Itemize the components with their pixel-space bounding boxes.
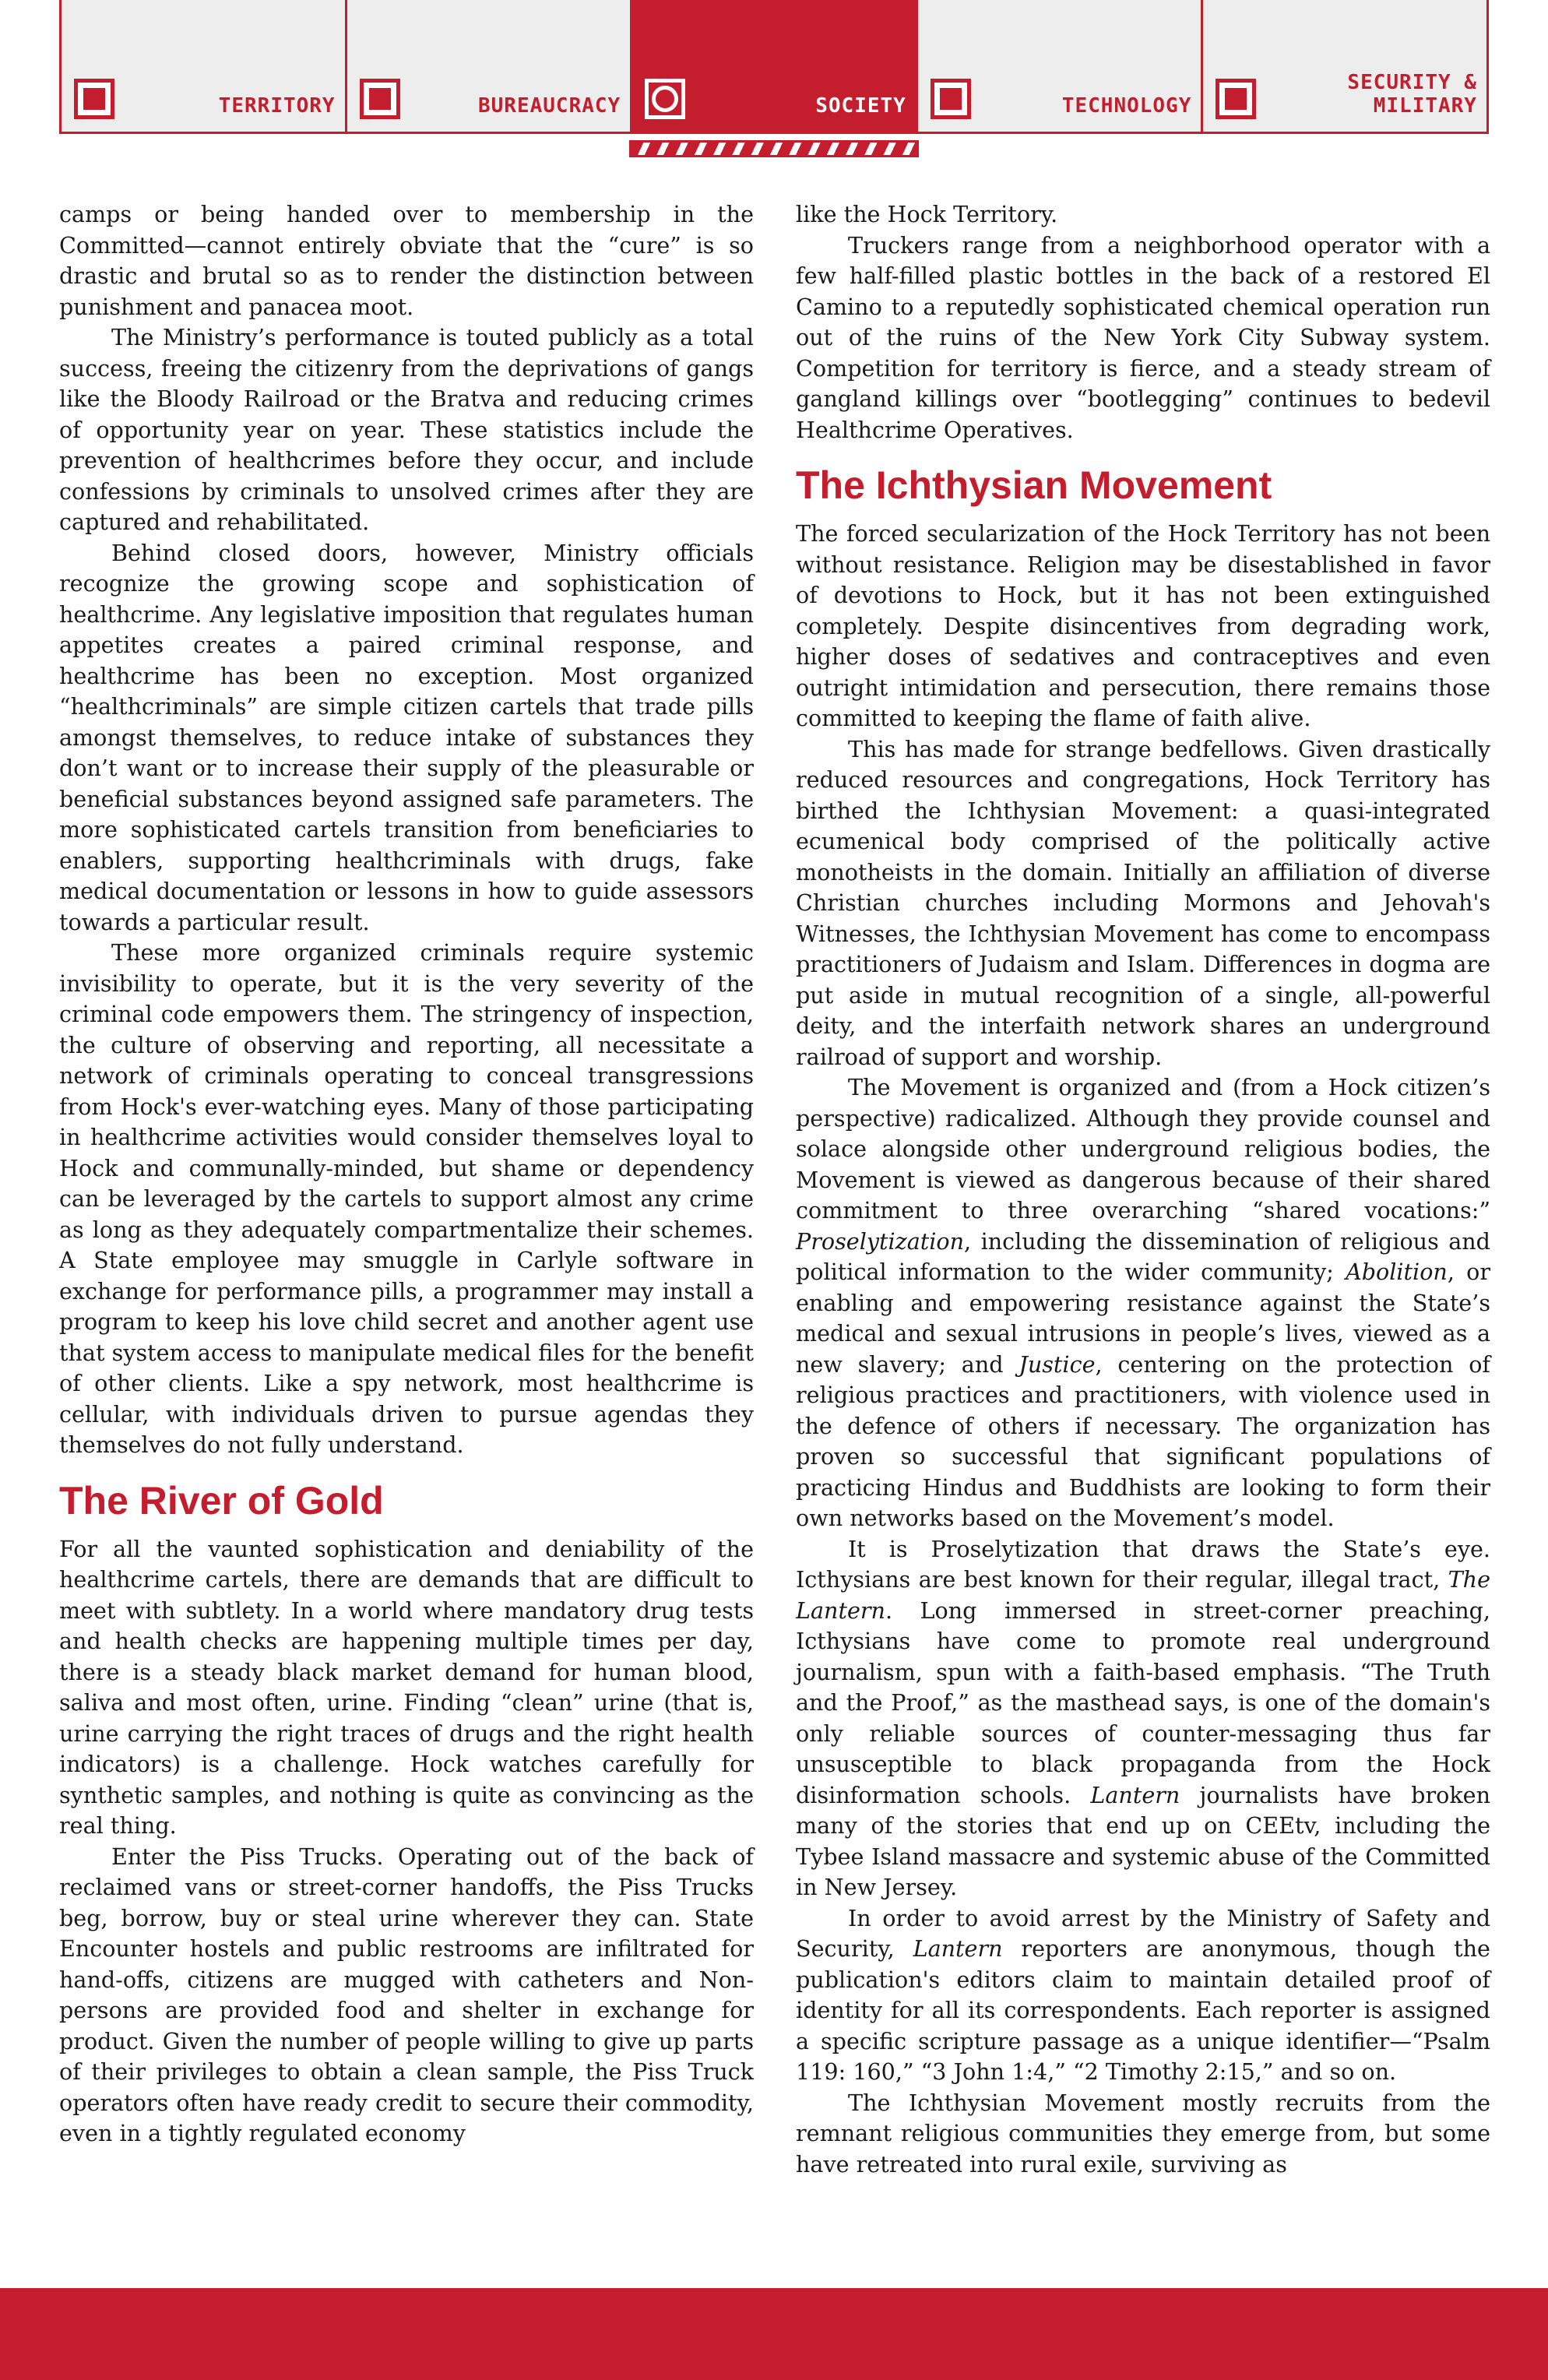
tab-label: TECHNOLOGY — [1061, 94, 1192, 118]
right-column — [796, 199, 1490, 2180]
tab-label: BUREAUCRACY — [478, 94, 621, 118]
body-paragraph: The Ichthysian Movement mostly recruits from the remnant religious communities they emerge from, but some have retreated into rural exile, surviving as — [796, 2089, 1490, 2178]
tab-bureaucracy[interactable] — [347, 0, 633, 132]
body-paragraph: This has made for strange bedfellows. Given drastically reduced resources and congregations, Hock Territory has birthed the Ichthysian Movement: a quasi-integrated ecumenical body comprised of the politically active monotheists in the domain. Initially an affiliation of diverse Christian churches including Mormons and Jehovah's Witnesses, the Ichthysian Movement has come to encompass practitioners of Judaism and Islam. Differences in dogma are put aside in mutual recognition of a single, all-powerful deity, and the interfaith network shares an underground railroad of support and worship. — [796, 735, 1490, 1070]
square-icon — [931, 79, 971, 119]
square-icon — [74, 79, 114, 119]
text-run: . Long immersed in street-corner preaching, Icthysians have come to promote real underground journalism, spun with a faith-based emphasis. “The Truth and the Proof,” as the masthead says, is one of the domain's only reliable sources of counter-messaging thus far unsusceptible to black propaganda from the Hock disinformation schools. — [796, 1597, 1490, 1808]
body-paragraph: For all the vaunted sophistication and deniability of the healthcrime cartels, there are demands that are difficult to meet with subtlety. In a world where mandatory drug tests and health checks are happening multiple times per day, there is a steady black market demand for human blood, saliva and most often, urine. Finding “clean” urine (that is, urine carrying the right traces of drugs and the right health indicators) is a challenge. Hock watches carefully for synthetic samples, and nothing is quite as convincing as the real thing. — [59, 1535, 754, 1839]
tab-technology[interactable] — [918, 0, 1204, 132]
italic-term: Proselytization — [796, 1227, 965, 1255]
section-heading-river-of-gold: The River of Gold — [59, 1478, 384, 1523]
section-tab-bar — [59, 0, 1489, 134]
body-paragraph — [796, 1072, 1490, 1534]
square-icon — [1216, 79, 1256, 119]
tab-territory[interactable] — [62, 0, 347, 132]
tab-label: SECURITY & MILITARY — [1347, 71, 1477, 118]
section-heading-ichthysian-movement: The Ichthysian Movement — [796, 463, 1272, 507]
body-paragraph: Enter the Piss Trucks. Operating out of the back of reclaimed vans or street-corner handoffs, the Piss Trucks beg, borrow, buy or steal urine wherever they can. State Encounter hostels and public restrooms are infiltrated for hand-offs, citizens are mugged with catheters and Non-persons are provided food and shelter in exchange for product. Given the number of people willing to give up parts of their privileges to obtain a clean sample, the Piss Truck operators often have ready credit to secure their commodity, even in a tightly regulated economy — [59, 1843, 754, 2146]
body-paragraph — [796, 1534, 1490, 1903]
footer-bar — [0, 2288, 1548, 2380]
tab-label: SOCIETY — [815, 94, 906, 118]
italic-term: Abolition — [1346, 1259, 1448, 1285]
tab-security-military[interactable] — [1203, 0, 1486, 132]
body-paragraph: These more organized criminals require systemic invisibility to operate, but it is the very severity of the criminal code empowers them. The stringency of inspection, the culture of observing and reporting, all necessitate a network of criminals operating to conceal transgressions from Hock's ever-watching eyes. Many of those participating in healthcrime activities would consider themselves loyal to Hock and communally-minded, but shame or dependency can be leveraged by the cartels to support almost any crime as long as they adequately compartmentalize their schemes. A State employee may smuggle in Carlyle software in exchange for performance pills, a programmer may install a program to keep his love child secret and another agent use that system access to manipulate medical files for the benefit of other clients. Like a spy network, most healthcrime is cellular, with individuals driven to pursue agendas they themselves do not fully understand. — [59, 939, 754, 1458]
text-run: In order to avoid arrest by the Ministry of Safety and Security, — [796, 1904, 1490, 1962]
body-paragraph: The Ministry’s performance is touted publicly as a total success, freeing the citizenry from the deprivations of gangs like the Bloody Railroad or the Bratva and reducing crimes of opportunity year on year. These statistics include the prevention of healthcrimes before they occur, and include confessions by criminals to unsolved crimes after they are captured and rehabilitated. — [59, 324, 754, 535]
text-run: reporters are anonymous, though the publication's editors claim to maintain detailed proof of identity for all its correspondents. Each reporter is assigned a specific scripture passage as a unique identifier—“Psalm 119: 160,” “3 John 1:4,” “2 Timothy 2:15,” and so on. — [796, 1935, 1490, 2085]
italic-term: Justice — [1019, 1350, 1096, 1378]
text-run: , including the dissemination of religious and political information to the wider community; — [796, 1227, 1490, 1285]
body-paragraph: Truckers range from a neighborhood operator with a few half-filled plastic bottles in the back of a restored El Camino to a reputedly sophisticated chemical operation run out of the ruins of the New York City Subway system. Competition for territory is fierce, and a steady stream of gangland killings over “bootlegging” continues to bedevil Healthcrime Operatives. — [796, 231, 1490, 443]
active-tab-stripe-decoration — [629, 140, 919, 157]
circle-icon — [645, 79, 685, 119]
italic-title: Lantern — [1090, 1781, 1180, 1808]
square-icon — [360, 79, 400, 119]
text-run: , centering on the protection of religious practices and practitioners, with violence used in the defence of others if necessary. The organization has proven so successful that significant populations of practicing Hindus and Buddhists are looking to form their own networks based on the Movement’s model. — [796, 1350, 1491, 1531]
italic-title: Lantern — [913, 1935, 1003, 1962]
text-run: journalists have broken many of the stories that end up on CEEtv, including the Tybee Island massacre and systemic abuse of the Committed in New Jersey. — [796, 1781, 1490, 1900]
text-run: , or enabling and empowering resistance against the State’s medical and sexual intrusions in people’s lives, viewed as a new slavery; and — [796, 1259, 1491, 1378]
body-paragraph: Behind closed doors, however, Ministry officials recognize the growing scope and sophistication of healthcrime. Any legislative imposition that regulates human appetites creates a paired criminal response, and healthcrime has been no exception. Most organized “healthcriminals” are simple citizen cartels that trade pills amongst themselves, to reduce intake of substances they don’t want or to increase their supply of the pleasurable or beneficial substances beyond assigned safe parameters. The more sophisticated cartels transition from beneficiaries to enablers, supporting healthcriminals with drugs, fake medical documentation or lessons in how to guide assessors towards a particular result. — [59, 539, 754, 935]
tab-society[interactable] — [632, 0, 918, 132]
body-paragraph: like the Hock Territory. — [796, 201, 1058, 227]
tab-label: TERRITORY — [218, 94, 336, 118]
text-run: The Movement is organized and (from a Hock citizen’s perspective) radicalized. Although they provide counsel and solace alongside other underground religious bodies, the Movement is viewed as dangerous because of their shared commitment to three overarching “shared vocations:” — [796, 1074, 1490, 1223]
body-paragraph: The forced secularization of the Hock Territory has not been without resistance. Religion may be disestablished in favor of devotions to Hock, but it has not been extinguished completely. Despite disincentives from degrading work, higher doses of sedatives and contraceptives and even outright intimidation and persecution, there remains those committed to keeping the flame of faith alive. — [796, 520, 1490, 731]
body-paragraph — [796, 1903, 1490, 2088]
body-paragraph: camps or being handed over to membership in the Committed—cannot entirely obviate that the “cure” is so drastic and brutal so as to render the distinction between punishment and panacea moot. — [59, 201, 754, 320]
text-run: It is Proselytization that draws the State’s eye. Icthysians are best known for their regular, illegal tract, — [796, 1535, 1490, 1593]
left-column — [59, 199, 754, 2149]
italic-title: The Lantern — [796, 1566, 1490, 1624]
